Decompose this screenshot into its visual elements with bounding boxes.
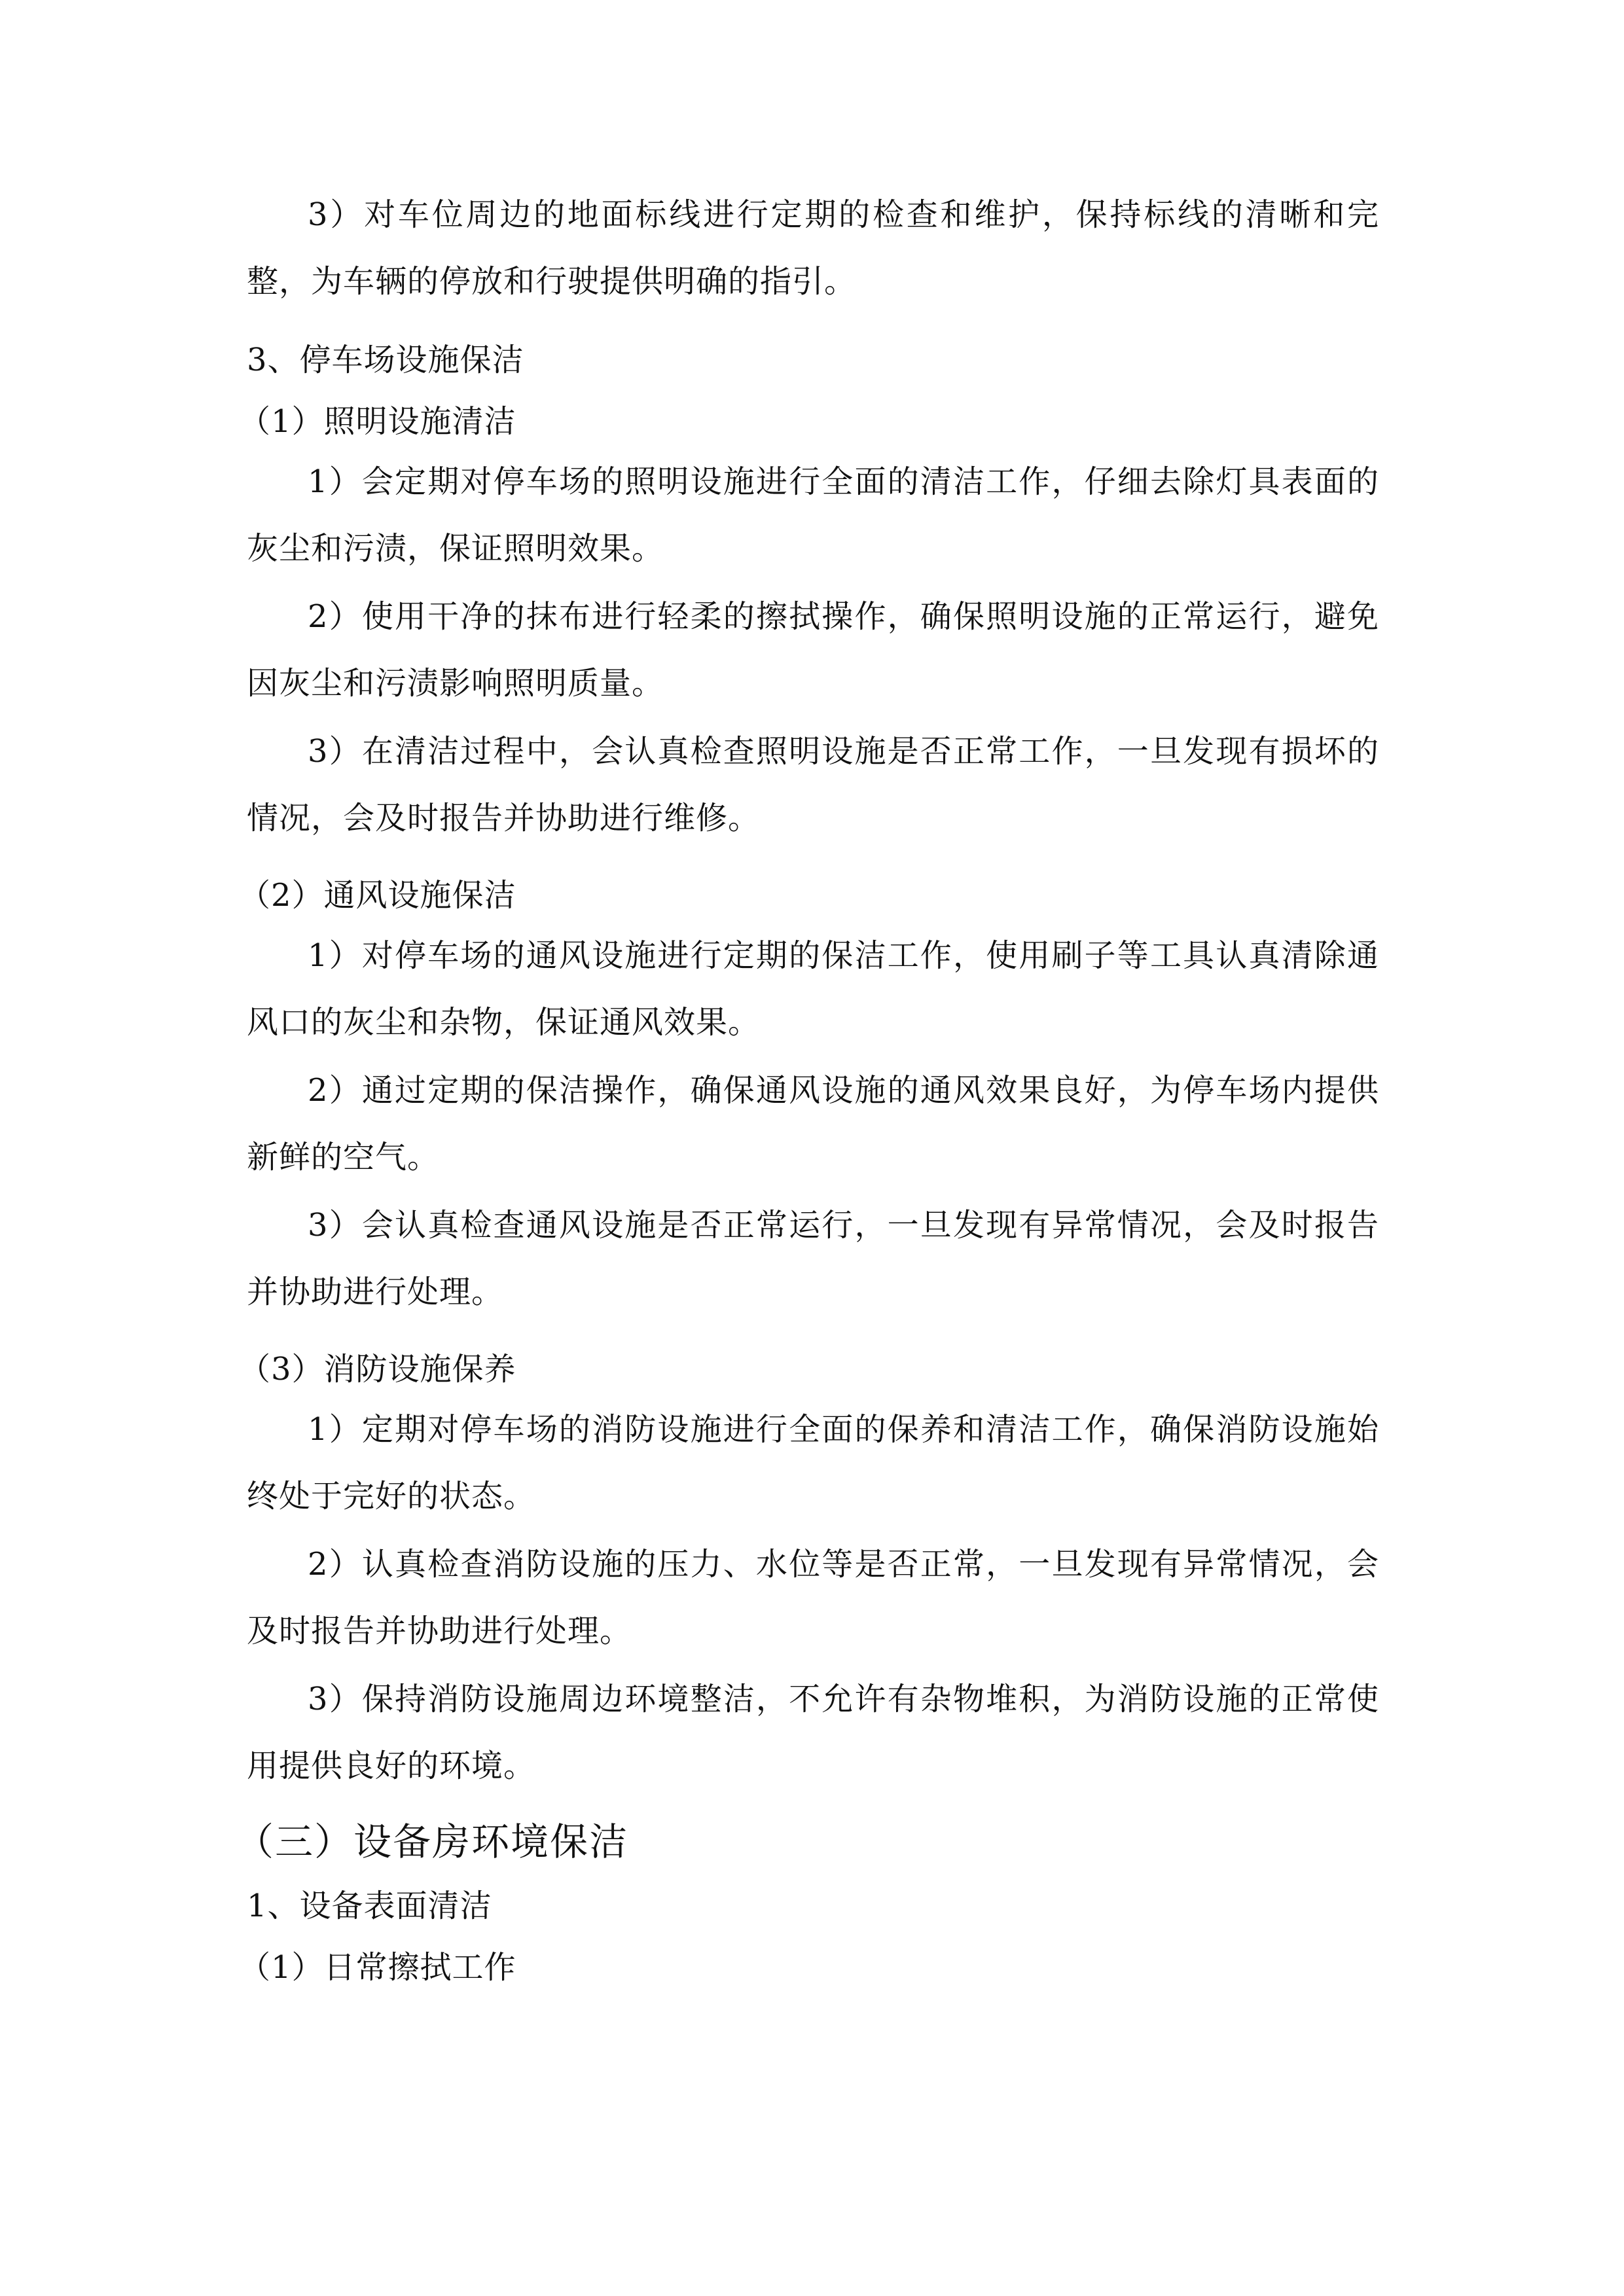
paragraph-line: 2）使用干净的抹布进行轻柔的擦拭操作，确保照明设施的正常运行，避免: [308, 598, 1379, 635]
subsection-heading: （2）通风设施保洁: [239, 877, 516, 914]
paragraph-line: 并协助进行处理。: [247, 1274, 504, 1310]
subsection-heading: （1）日常擦拭工作: [239, 1949, 516, 1986]
subsection-heading: （1）照明设施清洁: [239, 403, 516, 440]
paragraph-line: 风口的灰尘和杂物，保证通风效果。: [247, 1004, 761, 1041]
paragraph-line: 3）保持消防设施周边环境整洁，不允许有杂物堆积，为消防设施的正常使: [308, 1681, 1379, 1717]
paragraph-line: 用提供良好的环境。: [247, 1748, 536, 1784]
paragraph-line: 2）通过定期的保洁操作，确保通风设施的通风效果良好，为停车场内提供: [308, 1072, 1379, 1109]
paragraph-line: 3）在清洁过程中，会认真检查照明设施是否正常工作，一旦发现有损坏的: [308, 733, 1379, 770]
paragraph-line: 整，为车辆的停放和行驶提供明确的指引。: [247, 263, 857, 300]
paragraph-line: 3）对车位周边的地面标线进行定期的检查和维护，保持标线的清晰和完: [308, 196, 1379, 233]
section-heading: 1、设备表面清洁: [247, 1888, 492, 1924]
paragraph-line: 1）对停车场的通风设施进行定期的保洁工作，使用刷子等工具认真清除通: [308, 937, 1379, 974]
subsection-heading: （3）消防设施保养: [239, 1351, 516, 1388]
paragraph-line: 灰尘和污渍，保证照明效果。: [247, 530, 664, 567]
paragraph-line: 终处于完好的状态。: [247, 1478, 536, 1515]
paragraph-line: 因灰尘和污渍影响照明质量。: [247, 665, 664, 702]
section-heading: 3、停车场设施保洁: [247, 342, 524, 378]
chapter-heading: （三）设备房环境保洁: [236, 1820, 629, 1864]
paragraph-line: 2）认真检查消防设施的压力、水位等是否正常，一旦发现有异常情况，会: [308, 1546, 1379, 1583]
paragraph-line: 及时报告并协助进行处理。: [247, 1613, 632, 1649]
paragraph-line: 1）会定期对停车场的照明设施进行全面的清洁工作，仔细去除灯具表面的: [308, 463, 1379, 500]
paragraph-line: 1）定期对停车场的消防设施进行全面的保养和清洁工作，确保消防设施始: [308, 1411, 1379, 1448]
paragraph-line: 情况，会及时报告并协助进行维修。: [247, 800, 761, 836]
paragraph-line: 3）会认真检查通风设施是否正常运行，一旦发现有异常情况，会及时报告: [308, 1207, 1379, 1244]
paragraph-line: 新鲜的空气。: [247, 1139, 440, 1175]
